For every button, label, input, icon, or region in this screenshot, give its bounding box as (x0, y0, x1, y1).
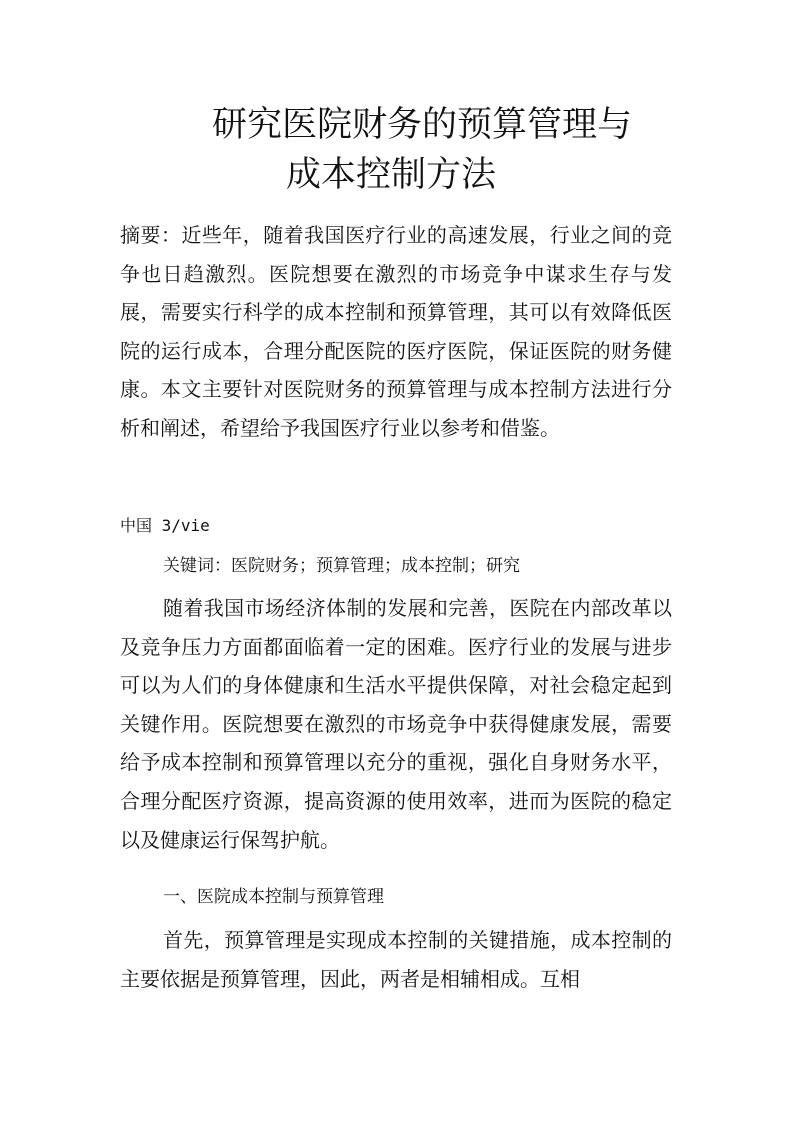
keywords-line: 关键词：医院财务；预算管理；成本控制；研究 (163, 556, 520, 576)
classification-note: 中国 3/vie (120, 516, 210, 535)
abstract-paragraph: 摘要：近些年，随着我国医疗行业的高速发展，行业之间的竞争也日趋激烈。医院想要在激烈的市场竞争中谋求生存与发展，需要实行科学的成本控制和预算管理，其可以有效降低医院的运行成本，合理分配医院的医疗医院，保证医院的财务健康。本文主要针对医院财务的预算管理与成本控制方法进行分析和阐述，希望给予我国医疗行业以参考和借鉴。 (120, 223, 672, 440)
title-line-2: 成本控制方法 (286, 155, 497, 195)
intro-paragraph: 随着我国市场经济体制的发展和完善，医院在内部改革以及竞争压力方面都面临着一定的困难。医疗行业的发展与进步可以为人们的身体健康和生活水平提供保障，对社会稳定起到关键作用。医院想要在激烈的市场竞争中获得健康发展，需要给予成本控制和预算管理以充分的重视，强化自身财务水平，合理分配医疗资源，提高资源的使用效率，进而为医院的稳定以及健康运行保驾护航。 (120, 596, 672, 852)
section-heading: 一、医院成本控制与预算管理 (163, 887, 384, 907)
section-paragraph: 首先，预算管理是实现成本控制的关键措施，成本控制的主要依据是预算管理，因此，两者是相辅相成。互相 (120, 928, 672, 991)
title-line-1: 研究医院财务的预算管理与 (212, 105, 633, 145)
